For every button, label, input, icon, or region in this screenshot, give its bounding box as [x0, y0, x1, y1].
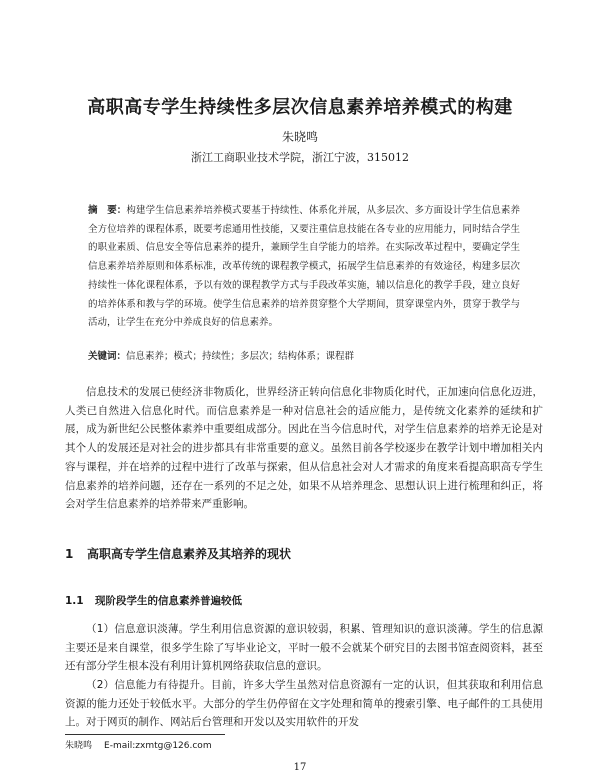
keywords-label: 关键词：	[88, 351, 127, 362]
section-heading	[65, 545, 291, 562]
intro-paragraph: 信息技术的发展已使经济非物质化，世界经济正转向信息化非物质化时代，正加速向信息化迈进，人类已自然进入信息化时代。而信息素养是一种对信息社会的适应能力，是传统文化素养的延续和扩展，成为新世纪公民整体素养中重要组成部分。因此在当今信息时代，对学生信息素养的培养无论是对其个人的发展还是对社会的进步都具有非常重要的意义。虽然目前各学校逐步在教学计划中增加相关内容与课程，并在培养的过程中进行了改革与探索，但从信息社会对人才需求的角度来看提高职高专学生信息素养的培养问题，还存在一系列的不足之处，如果不从培养理念、思想认识上进行梳理和纠正，将会对学生信息素养的培养带来严重影响。	[65, 386, 543, 511]
subsection-number: 1.1	[65, 595, 84, 607]
section-title: 高职高专学生信息素养及其培养的现状	[87, 547, 292, 561]
keywords	[88, 348, 520, 362]
footnote-author: 朱晓鸣	[65, 741, 93, 751]
section-number: 1	[65, 547, 74, 561]
subsection-heading	[65, 593, 242, 608]
footnote	[65, 738, 212, 751]
subsection-title: 现阶段学生的信息素养普遍较低	[95, 595, 242, 607]
footnote-divider	[65, 734, 225, 735]
abstract-text: 构建学生信息素养培养模式要基于持续性、体系化并展，从多层次、多方面设计学生信息素养全方位培养的课程体系，既要考虑通用性技能，又要注重信息技能在各专业的应用能力，同时结合学生的职业素质、信息安全等信息素养的提升，兼顾学生自学能力的培养。在实际改革过程中，要确定学生信息素养培养原则和体系标准，改革传统的课程教学模式，拓展学生信息素养的有效途径，构建多层次持续性一体化课程体系，予以有效的课程教学方式与手段改革实施，辅以信息化的教学手段，建立良好的培养体系和教与学的环境。使学生信息素养的培养贯穿整个大学期间，贯穿课堂内外，贯穿于教学与活动，让学生在充分中养成良好的信息素养。	[88, 205, 520, 329]
paper-title: 高职高专学生持续性多层次信息素养培养模式的构建	[87, 97, 513, 118]
abstract-label: 摘 要：	[88, 205, 127, 216]
footnote-email: E-mail:zxmtg@126.com	[104, 741, 212, 751]
page-number: 17	[293, 762, 307, 773]
author-affiliation: 浙江工商职业技术学院，浙江宁波，315012	[191, 151, 409, 164]
keywords-text: 信息素养；模式；持续性；多层次；结构体系；课程群	[126, 351, 355, 362]
paragraph-information-ability: （2）信息能力有待提升。目前，许多大学生虽然对信息资源有一定的认识，但其获取和利用信息资源的能力还处于较低水平。大部分的学生仍停留在文字处理和简单的搜索引擎、电子邮件的工具使用上。对于网页的制作、网站后台管理和开发以及实用软件的开发	[65, 679, 543, 729]
author-name: 朱晓鸣	[281, 130, 318, 144]
paragraph-information-awareness: （1）信息意识淡薄。学生利用信息资源的意识较弱，积累、管理知识的意识淡薄。学生的信息源主要还是来自课堂，很多学生除了写毕业论文，平时一般不会就某个研究目的去图书馆查阅资料，甚至还有部分学生根本没有利用计算机网络获取信息的意识。	[65, 623, 543, 673]
abstract	[88, 202, 520, 333]
